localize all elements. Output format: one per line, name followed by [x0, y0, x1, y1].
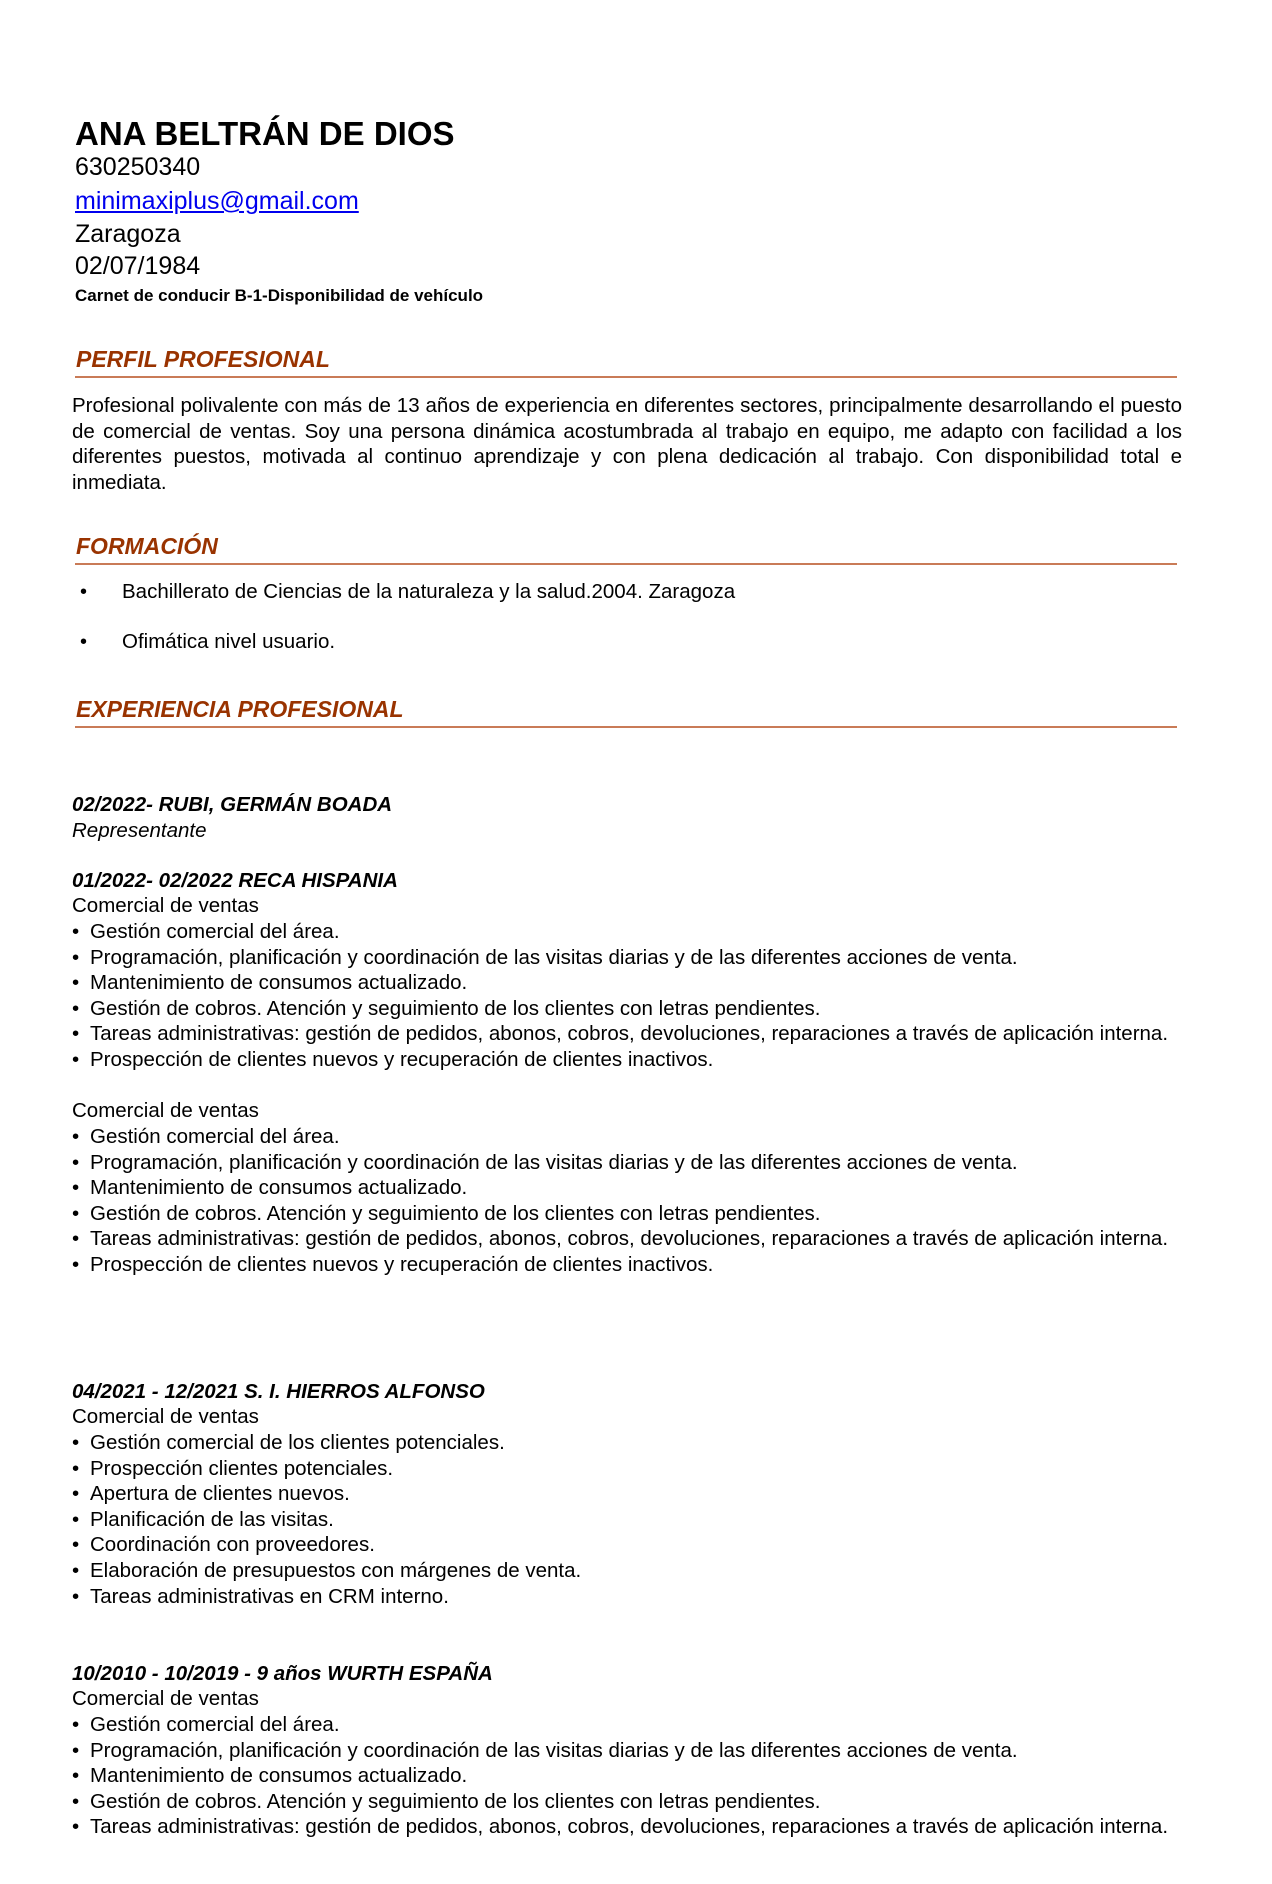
job-header: 10/2010 - 10/2019 - 9 años WURTH ESPAÑA	[72, 1662, 493, 1685]
section-divider	[75, 726, 1177, 728]
job-tasks-list	[72, 1430, 1182, 1609]
city: Zaragoza	[75, 220, 181, 248]
section-title-education: FORMACIÓN	[76, 533, 218, 559]
task-item: • Mantenimiento de consumos actualizado.	[72, 970, 1182, 996]
candidate-name: ANA BELTRÁN DE DIOS	[75, 115, 455, 152]
task-item: • Gestión comercial de los clientes potenciales.	[72, 1430, 1182, 1456]
task-item: • Gestión comercial del área.	[72, 1712, 1182, 1738]
section-title-experience: EXPERIENCIA PROFESIONAL	[76, 696, 404, 722]
job-role: Comercial de ventas	[72, 894, 259, 917]
bullet-icon: •	[80, 631, 88, 653]
education-item: • Ofimática nivel usuario.	[80, 630, 336, 653]
education-item: • Bachillerato de Ciencias de la naturaleza y la salud.2004. Zaragoza	[80, 580, 736, 603]
job-role: Comercial de ventas	[72, 1687, 259, 1710]
task-item: • Apertura de clientes nuevos.	[72, 1481, 1182, 1507]
task-item: • Programación, planificación y coordinación de las visitas diarias y de las diferentes acciones de venta.	[72, 1150, 1182, 1176]
section-title-profile: PERFIL PROFESIONAL	[76, 346, 330, 372]
email-link[interactable]: minimaxiplus@gmail.com	[75, 187, 359, 215]
task-item: • Coordinación con proveedores.	[72, 1532, 1182, 1558]
phone: 630250340	[75, 153, 201, 181]
task-item: • Programación, planificación y coordinación de las visitas diarias y de las diferentes acciones de venta.	[72, 1738, 1182, 1764]
job-tasks-list	[72, 919, 1182, 1073]
section-divider	[75, 563, 1177, 565]
task-item: • Prospección de clientes nuevos y recuperación de clientes inactivos.	[72, 1252, 1182, 1278]
task-item: • Prospección clientes potenciales.	[72, 1456, 1182, 1482]
task-item: • Tareas administrativas en CRM interno.	[72, 1584, 1182, 1610]
task-item: • Gestión de cobros. Atención y seguimiento de los clientes con letras pendientes.	[72, 996, 1182, 1022]
task-item: • Gestión comercial del área.	[72, 1124, 1182, 1150]
task-item: • Mantenimiento de consumos actualizado.	[72, 1175, 1182, 1201]
job-tasks-list	[72, 1124, 1182, 1278]
birthdate: 02/07/1984	[75, 252, 201, 280]
job-role: Representante	[72, 819, 207, 842]
task-item: • Programación, planificación y coordinación de las visitas diarias y de las diferentes acciones de venta.	[72, 945, 1182, 971]
job-header: 01/2022- 02/2022 RECA HISPANIA	[72, 869, 398, 892]
task-item: • Gestión de cobros. Atención y seguimiento de los clientes con letras pendientes.	[72, 1789, 1182, 1815]
profile-summary: Profesional polivalente con más de 13 años de experiencia en diferentes sectores, principalmente desarrollando el puesto de comercial de ventas. Soy una persona dinámica acostumbrada al trabajo en equipo, me adapto con facilidad a los diferentes puestos, motivada al continuo aprendizaje y con plena dedicación al trabajo. Con disponibilidad total e inmediata.	[72, 394, 1182, 494]
job-header: 04/2021 - 12/2021 S. I. HIERROS ALFONSO	[72, 1380, 485, 1403]
bullet-icon: •	[80, 581, 88, 603]
job-header: 02/2022- RUBI, GERMÁN BOADA	[72, 793, 393, 816]
task-item: • Gestión de cobros. Atención y seguimiento de los clientes con letras pendientes.	[72, 1201, 1182, 1227]
task-item: • Tareas administrativas: gestión de pedidos, abonos, cobros, devoluciones, reparaciones a través de aplicación interna.	[72, 1021, 1182, 1047]
task-item: • Prospección de clientes nuevos y recuperación de clientes inactivos.	[72, 1047, 1182, 1073]
task-item: • Mantenimiento de consumos actualizado.	[72, 1763, 1182, 1789]
job-role: Comercial de ventas	[72, 1405, 259, 1428]
task-item: • Gestión comercial del área.	[72, 919, 1182, 945]
task-item: • Tareas administrativas: gestión de pedidos, abonos, cobros, devoluciones, reparaciones a través de aplicación interna.	[72, 1814, 1182, 1840]
task-item: • Tareas administrativas: gestión de pedidos, abonos, cobros, devoluciones, reparaciones a través de aplicación interna.	[72, 1226, 1182, 1252]
driving-license: Carnet de conducir B-1-Disponibilidad de vehículo	[75, 286, 484, 305]
section-divider	[75, 376, 1177, 378]
job-tasks-list	[72, 1712, 1182, 1840]
task-item: • Elaboración de presupuestos con márgenes de venta.	[72, 1558, 1182, 1584]
job-role: Comercial de ventas	[72, 1099, 259, 1122]
task-item: • Planificación de las visitas.	[72, 1507, 1182, 1533]
